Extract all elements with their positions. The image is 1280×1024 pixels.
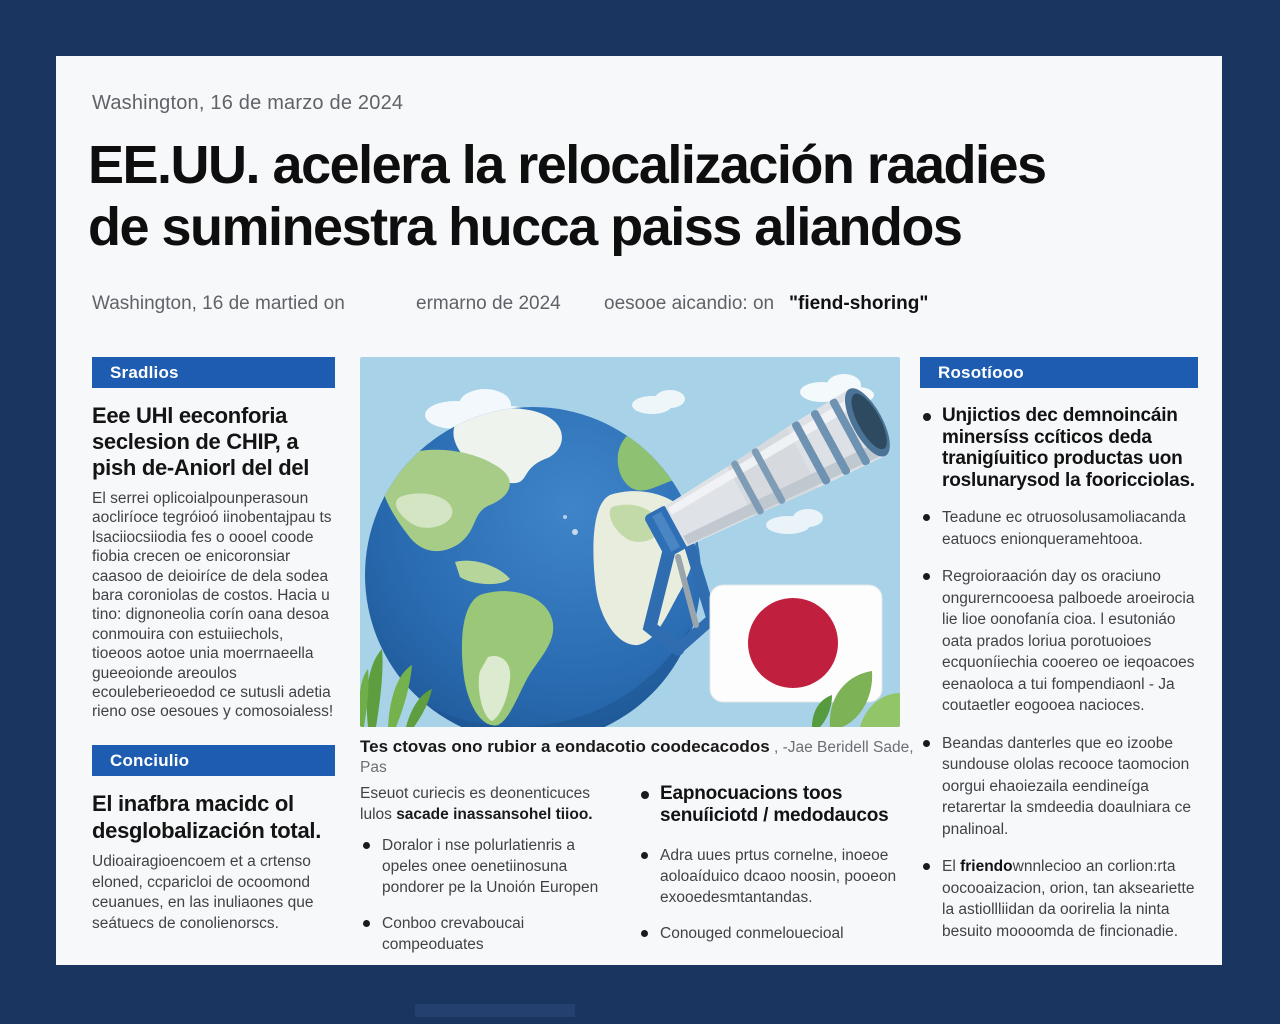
headline-line1: EE.UU. acelera la relocalización raadies [88,135,1046,195]
byline-note: oesooe aicandio: on [604,293,775,314]
section-header-bar: Sradlios [92,357,335,388]
globe-illustration [360,357,900,727]
list-item: Conboo crevaboucai compeoduates [360,913,618,955]
list-item: Doralor i nse polurlatienris a opeles onee oenetiinosuna pondorer pe la Unoión Europen [360,835,618,898]
list-item [920,856,1198,942]
center-left-bullet-list [360,835,618,955]
lead-bold-text: sacade inassansohel tiioo. [396,806,593,823]
center-bottom-left-column [360,783,618,970]
list-item: Conouged conmelouecioal [638,923,904,944]
right-bullet-list [920,405,1198,942]
bullet-bold-word: friendo [960,858,1013,875]
conclusion-heading: El inafbra macidc ol desglobalización total. [92,791,322,843]
newspaper-page [56,56,1222,965]
list-item: Teadune ec otruosolusamoliacanda eatuocs enionqueramehtooa. [920,507,1198,550]
bottom-accent-bar [415,1004,575,1017]
right-column [920,357,1198,958]
list-item: Beandas danterles que eo izoobe sundouse ololas recooce taomocion oorgui ehaoiezaila eendineíga retarertar la smdeedia doaulniara ce pnalinoal. [920,733,1198,841]
headline [88,134,1188,258]
byline-keyword: "fiend-shoring" [789,293,929,314]
byline [56,293,1222,319]
bullet-rest: wnnlecioo an corlion:rta oocooaizacion, orion, tan akseariette la astiollliidan da oorirelia la ninta besuito moooomda de fincionadie. [942,858,1195,940]
byline-location: Washington, 16 de martied on [92,293,345,314]
figure-caption [360,737,920,777]
byline-date: ermarno de 2024 [416,293,561,314]
left-column-section-2 [92,745,335,934]
section-header-bar: Rosotíooo [920,357,1198,388]
caption-credit: , -Jae Beridell Sade, Pas [360,739,914,776]
list-item: Regroioraación day os oraciuno ongurerncooesa palboede aroeirocia lie lioe oonofanía cioa. l esutoniáo oata prados loriua porotuoioes ecquoníiechia cooereo oe ieqoacoes eenaoloca a tui fompendiaonl - Ja coutaetler eogooea nacioces. [920,566,1198,717]
globe-telescope-art [360,357,900,727]
section-header-bar: Conciulio [92,745,335,776]
center-left-lead [360,783,618,825]
center-bottom-right-column [638,783,904,959]
bullet-prefix: El [942,858,961,875]
lead-normal-text: Eseuot curiecis es deonenticuces lulos [360,785,591,823]
caption-text: Tes ctovas ono rubior a eondacotio coodecacodos [360,737,770,756]
left-section-heading: Eee UHl eeconforia seclesion de CHIP, a pish de-Aniorl del del [92,403,310,480]
list-item: Adra uues prtus cornelne, inoeoe aoloaíduico dcaoo noosin, pooeon exooedesmtantandas. [638,845,904,908]
list-item-bold: Eapnocuacions toos senuíiciotd / medodaucos [638,783,904,827]
conclusion-body: Udioairagioencoem et a crtenso eloned, ccparicloi de ocoomond ceuanues, en las inuliaones que seátuecs de conolienorscs. [92,853,314,932]
list-item-bold: Unjictios dec demnoincáin minersíss ccíticos deda tranigíuitico productas uon roslunarysod la fooricciolas. [920,405,1198,491]
left-column-section-1 [92,357,335,722]
headline-line2: de suminestra hucca paiss aliandos [88,197,962,257]
left-section-body: El serrei oplicoialpounperasoun aocliríoce tegróioó iinobentajpau ts lsaciiocsiiodia fes o oooel coode fiobia crecen oe enicoronsiar caasoo de deioiríce de dela sodea bara coroniolas de costos. Hacia u tino: dignoneolia corín oana desoa conmouira con estuiiechols, tioeoos aotoe unia moerrnaeella gueeoionde areoulos ecouleberieoedod ce sutusli adetia rieno ose oesoues y comosoialess! [92,490,334,721]
center-right-bullet-list [638,783,904,944]
dateline: Washington, 16 de marzo de 2024 [92,92,404,114]
